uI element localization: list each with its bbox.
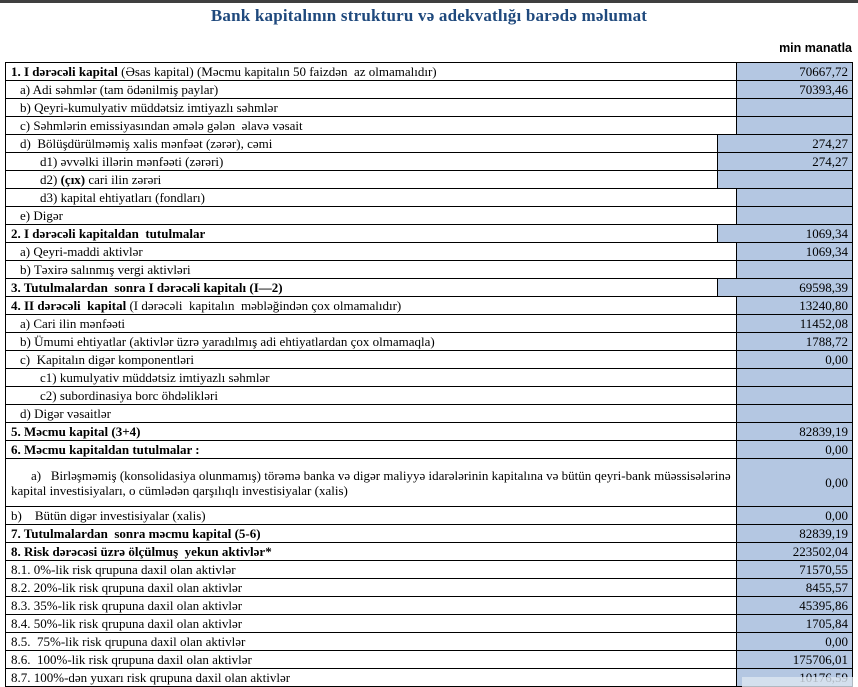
label-segment: (çıx) <box>60 171 86 187</box>
table-row <box>6 225 853 243</box>
row-label <box>6 597 737 615</box>
label-segment: 8.4. 50%-lik risk qrupuna daxil olan aktivlər <box>11 615 243 631</box>
row-label <box>6 153 718 171</box>
table-row <box>6 99 853 117</box>
row-label <box>6 633 737 651</box>
row-label <box>6 279 718 297</box>
label-segment: (Əsas kapital) (Məcmu kapitalın 50 faizdən az olmamalıdır) <box>117 63 437 79</box>
label-segment: c2) subordinasiya borc öhdəlikləri <box>40 387 218 403</box>
table-row <box>6 561 853 579</box>
table-row <box>6 135 853 153</box>
table-row <box>6 261 853 279</box>
label-segment: c) Səhmlərin emissiyasından əmələ gələn əlavə vəsait <box>20 117 303 133</box>
row-label <box>6 315 737 333</box>
label-segment: 8.7. 100%-dən yuxarı risk qrupuna daxil olan aktivlər <box>11 669 291 685</box>
table-row <box>6 387 853 405</box>
label-segment: 8.6. 100%-lik risk qrupuna daxil olan aktivlər <box>11 651 252 667</box>
label-segment: b) Təxirə salınmış vergi aktivləri <box>20 261 191 277</box>
label-segment: a) Qeyri-maddi aktivlər <box>20 243 143 259</box>
row-value: 82839,19 <box>737 423 853 441</box>
label-segment: c1) kumulyativ müddətsiz imtiyazlı səhmlər <box>40 369 270 385</box>
label-segment: 8.2. 20%-lik risk qrupuna daxil olan aktivlər <box>11 579 243 595</box>
label-segment: 8.3. 35%-lik risk qrupuna daxil olan aktivlər <box>11 597 243 613</box>
row-label <box>6 297 737 315</box>
row-value <box>717 171 852 189</box>
table-row <box>6 507 853 525</box>
row-label <box>6 579 737 597</box>
row-value <box>737 189 853 207</box>
row-label <box>6 441 737 459</box>
page-title: Bank kapitalının strukturu və adekvatlığı barədə məlumat <box>210 6 648 25</box>
row-value <box>737 117 853 135</box>
row-label <box>6 189 737 207</box>
row-label <box>6 333 737 351</box>
label-segment: d3) kapital ehtiyatları (fondları) <box>40 189 205 205</box>
table-row <box>6 243 853 261</box>
table-row <box>6 171 853 189</box>
row-value: 8455,57 <box>737 579 853 597</box>
row-label <box>6 99 737 117</box>
row-value: 175706,01 <box>737 651 853 669</box>
row-value: 1788,72 <box>737 333 853 351</box>
row-label <box>6 63 737 81</box>
label-segment: b) Bütün digər investisiyalar (xalis) <box>11 507 206 523</box>
row-label <box>6 459 737 507</box>
row-label <box>6 81 737 99</box>
row-label <box>6 117 737 135</box>
label-segment: a) Adi səhmlər (tam ödənilmiş paylar) <box>20 81 219 97</box>
row-value: 223502,04 <box>737 543 853 561</box>
label-segment: e) Digər <box>20 207 63 223</box>
row-label <box>6 387 737 405</box>
row-label <box>6 207 737 225</box>
row-value: 0,00 <box>737 507 853 525</box>
table-row <box>6 651 853 669</box>
label-segment: 5. Məcmu kapital (3+4) <box>11 423 141 439</box>
row-label <box>6 351 737 369</box>
table-row <box>6 297 853 315</box>
row-value: 1069,34 <box>737 243 853 261</box>
row-value: 82839,19 <box>737 525 853 543</box>
row-label <box>6 615 737 633</box>
row-value: 1705,84 <box>737 615 853 633</box>
label-segment: c) Kapitalın digər komponentləri <box>20 351 195 367</box>
row-value <box>737 405 853 423</box>
row-value: 274,27 <box>717 153 852 171</box>
table-row <box>6 81 853 99</box>
label-segment: 8. Risk dərəcəsi üzrə ölçülmuş yekun aktivlər* <box>11 543 272 559</box>
row-value: 70667,72 <box>737 63 853 81</box>
row-value: 69598,39 <box>717 279 852 297</box>
row-value: 274,27 <box>717 135 852 153</box>
row-label <box>6 135 718 153</box>
label-segment: (I dərəcəli kapitalın məbləğindən çox olmamalıdır) <box>126 297 402 313</box>
table-row <box>6 525 853 543</box>
table-row <box>6 405 853 423</box>
label-segment: 2. I dərəcəli kapitaldan tutulmalar <box>11 225 206 241</box>
table-row <box>6 279 853 297</box>
row-value: 70393,46 <box>737 81 853 99</box>
label-segment: d) Digər vəsaitlər <box>20 405 111 421</box>
row-value: 13240,80 <box>737 297 853 315</box>
table-row <box>6 189 853 207</box>
table-row <box>6 615 853 633</box>
row-value <box>737 369 853 387</box>
row-label <box>6 543 737 561</box>
row-label <box>6 651 737 669</box>
table-row <box>6 633 853 651</box>
unit-label: min manatla <box>779 41 852 55</box>
row-value <box>737 261 853 279</box>
row-value: 0,00 <box>737 441 853 459</box>
table-row <box>6 207 853 225</box>
row-label <box>6 507 737 525</box>
table-row <box>6 597 853 615</box>
table-row <box>6 369 853 387</box>
row-value <box>737 207 853 225</box>
capital-structure-table <box>5 62 853 687</box>
label-segment: b) Qeyri-kumulyativ müddətsiz imtiyazlı səhmlər <box>20 99 278 115</box>
capital-table-body <box>6 63 853 687</box>
table-row <box>6 315 853 333</box>
table-row <box>6 579 853 597</box>
row-value: 0,00 <box>737 633 853 651</box>
row-label <box>6 423 737 441</box>
label-segment: 4. II dərəcəli kapital <box>11 297 127 313</box>
table-row <box>6 333 853 351</box>
row-value: 1069,34 <box>717 225 852 243</box>
table-row <box>6 117 853 135</box>
label-segment: 1. I dərəcəli kapital <box>11 63 118 79</box>
label-segment: d2) <box>40 171 61 187</box>
table-row <box>6 153 853 171</box>
top-edge-bar <box>0 0 858 3</box>
label-segment: a) Cari ilin mənfəəti <box>20 315 126 331</box>
row-label <box>6 405 737 423</box>
label-segment: 8.5. 75%-lik risk qrupuna daxil olan aktivlər <box>11 633 246 649</box>
table-row <box>6 63 853 81</box>
label-segment: d) Bölüşdürülməmiş xalis mənfəət (zərər), cəmi <box>20 135 273 151</box>
label-segment: cari ilin zərəri <box>85 171 162 187</box>
table-row <box>6 669 853 687</box>
row-label <box>6 669 737 687</box>
label-segment: 7. Tutulmalardan sonra məcmu kapital (5-6) <box>11 525 261 541</box>
table-row <box>6 441 853 459</box>
label-segment: 8.1. 0%-lik risk qrupuna daxil olan aktivlər <box>11 561 236 577</box>
label-segment: b) Ümumi ehtiyatlar (aktivlər üzrə yaradılmış adi ehtiyatlardan çox olmamaqla) <box>20 333 435 349</box>
row-label <box>6 225 718 243</box>
label-segment: a) Birləşməmiş (konsolidasiya olunmamış) törəmə banka və digər maliyyə idarələrinin kapitalına və bütün qeyri-bank müəssisələrinə kapital investisiyaları, o cümlədən qarşılıqlı investisiyalar (xalis) <box>11 467 734 498</box>
row-label <box>6 561 737 579</box>
table-row <box>6 459 853 507</box>
row-value: 45395,86 <box>737 597 853 615</box>
row-value: 0,00 <box>737 351 853 369</box>
label-segment: d1) əvvəlki illərin mənfəəti (zərəri) <box>40 153 224 169</box>
row-label <box>6 171 718 189</box>
label-segment: 3. Tutulmalardan sonra I dərəcəli kapitalı (I—2) <box>11 279 283 295</box>
row-value: 11452,08 <box>737 315 853 333</box>
partial-next-row <box>742 677 853 687</box>
row-label <box>6 243 737 261</box>
table-row <box>6 423 853 441</box>
row-value <box>737 387 853 405</box>
row-value <box>737 99 853 117</box>
row-label <box>6 369 737 387</box>
row-value: 71570,55 <box>737 561 853 579</box>
table-row <box>6 351 853 369</box>
table-row <box>6 543 853 561</box>
label-segment: 6. Məcmu kapitaldan tutulmalar : <box>11 441 200 457</box>
row-value: 0,00 <box>737 459 853 507</box>
row-label <box>6 525 737 543</box>
row-label <box>6 261 737 279</box>
